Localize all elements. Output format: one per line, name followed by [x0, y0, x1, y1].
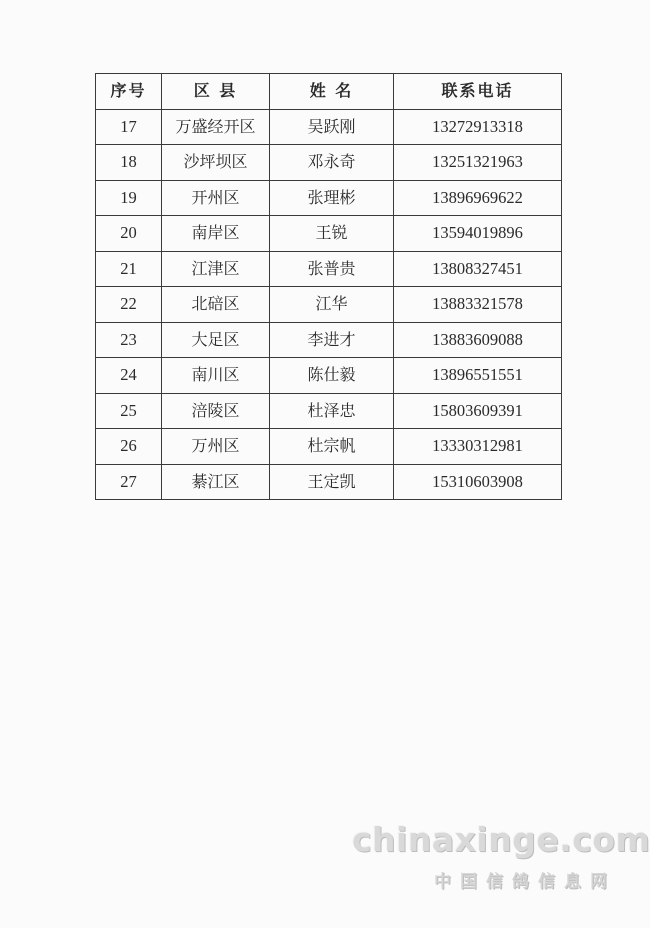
cell-district: 开州区 [162, 180, 270, 216]
cell-serial-number: 26 [96, 429, 162, 465]
cell-name: 王定凯 [270, 464, 394, 500]
table-header-row [96, 74, 562, 110]
table-row [96, 251, 562, 287]
cell-serial-number: 19 [96, 180, 162, 216]
cell-serial-number: 27 [96, 464, 162, 500]
cell-district: 沙坪坝区 [162, 145, 270, 181]
cell-phone: 13883321578 [394, 287, 562, 323]
table-row [96, 358, 562, 394]
cell-serial-number: 23 [96, 322, 162, 358]
cell-serial-number: 25 [96, 393, 162, 429]
table-body [96, 109, 562, 500]
cell-district: 南川区 [162, 358, 270, 394]
cell-name: 张普贵 [270, 251, 394, 287]
cell-phone: 13330312981 [394, 429, 562, 465]
cell-phone: 15803609391 [394, 393, 562, 429]
watermark-site-name: 中国信鸽信息网 [434, 872, 616, 892]
cell-name: 杜宗帆 [270, 429, 394, 465]
cell-serial-number: 20 [96, 216, 162, 252]
cell-serial-number: 24 [96, 358, 162, 394]
cell-serial-number: 17 [96, 109, 162, 145]
cell-district: 南岸区 [162, 216, 270, 252]
cell-name: 吴跃刚 [270, 109, 394, 145]
cell-serial-number: 22 [96, 287, 162, 323]
cell-name: 邓永奇 [270, 145, 394, 181]
table-row [96, 322, 562, 358]
header-district: 区 县 [162, 74, 270, 110]
table-row [96, 180, 562, 216]
cell-district: 大足区 [162, 322, 270, 358]
cell-phone: 13883609088 [394, 322, 562, 358]
cell-district: 綦江区 [162, 464, 270, 500]
table-row [96, 216, 562, 252]
header-serial-number: 序号 [96, 74, 162, 110]
cell-name: 张理彬 [270, 180, 394, 216]
cell-district: 江津区 [162, 251, 270, 287]
cell-phone: 13808327451 [394, 251, 562, 287]
cell-phone: 13896969622 [394, 180, 562, 216]
table-row [96, 464, 562, 500]
cell-name: 李进才 [270, 322, 394, 358]
table-row [96, 287, 562, 323]
cell-district: 涪陵区 [162, 393, 270, 429]
cell-district: 万州区 [162, 429, 270, 465]
table-row [96, 145, 562, 181]
cell-name: 杜泽忠 [270, 393, 394, 429]
header-phone: 联系电话 [394, 74, 562, 110]
cell-name: 王锐 [270, 216, 394, 252]
cell-serial-number: 18 [96, 145, 162, 181]
table-row [96, 393, 562, 429]
cell-district: 北碚区 [162, 287, 270, 323]
cell-name: 陈仕毅 [270, 358, 394, 394]
cell-phone: 13251321963 [394, 145, 562, 181]
cell-district: 万盛经开区 [162, 109, 270, 145]
cell-phone: 13896551551 [394, 358, 562, 394]
contact-table [95, 73, 562, 500]
table-row [96, 429, 562, 465]
watermark [352, 820, 650, 892]
cell-serial-number: 21 [96, 251, 162, 287]
cell-name: 江华 [270, 287, 394, 323]
cell-phone: 13594019896 [394, 216, 562, 252]
header-name: 姓 名 [270, 74, 394, 110]
table-row [96, 109, 562, 145]
watermark-site: chinaxinge.com [352, 820, 650, 859]
cell-phone: 13272913318 [394, 109, 562, 145]
cell-phone: 15310603908 [394, 464, 562, 500]
